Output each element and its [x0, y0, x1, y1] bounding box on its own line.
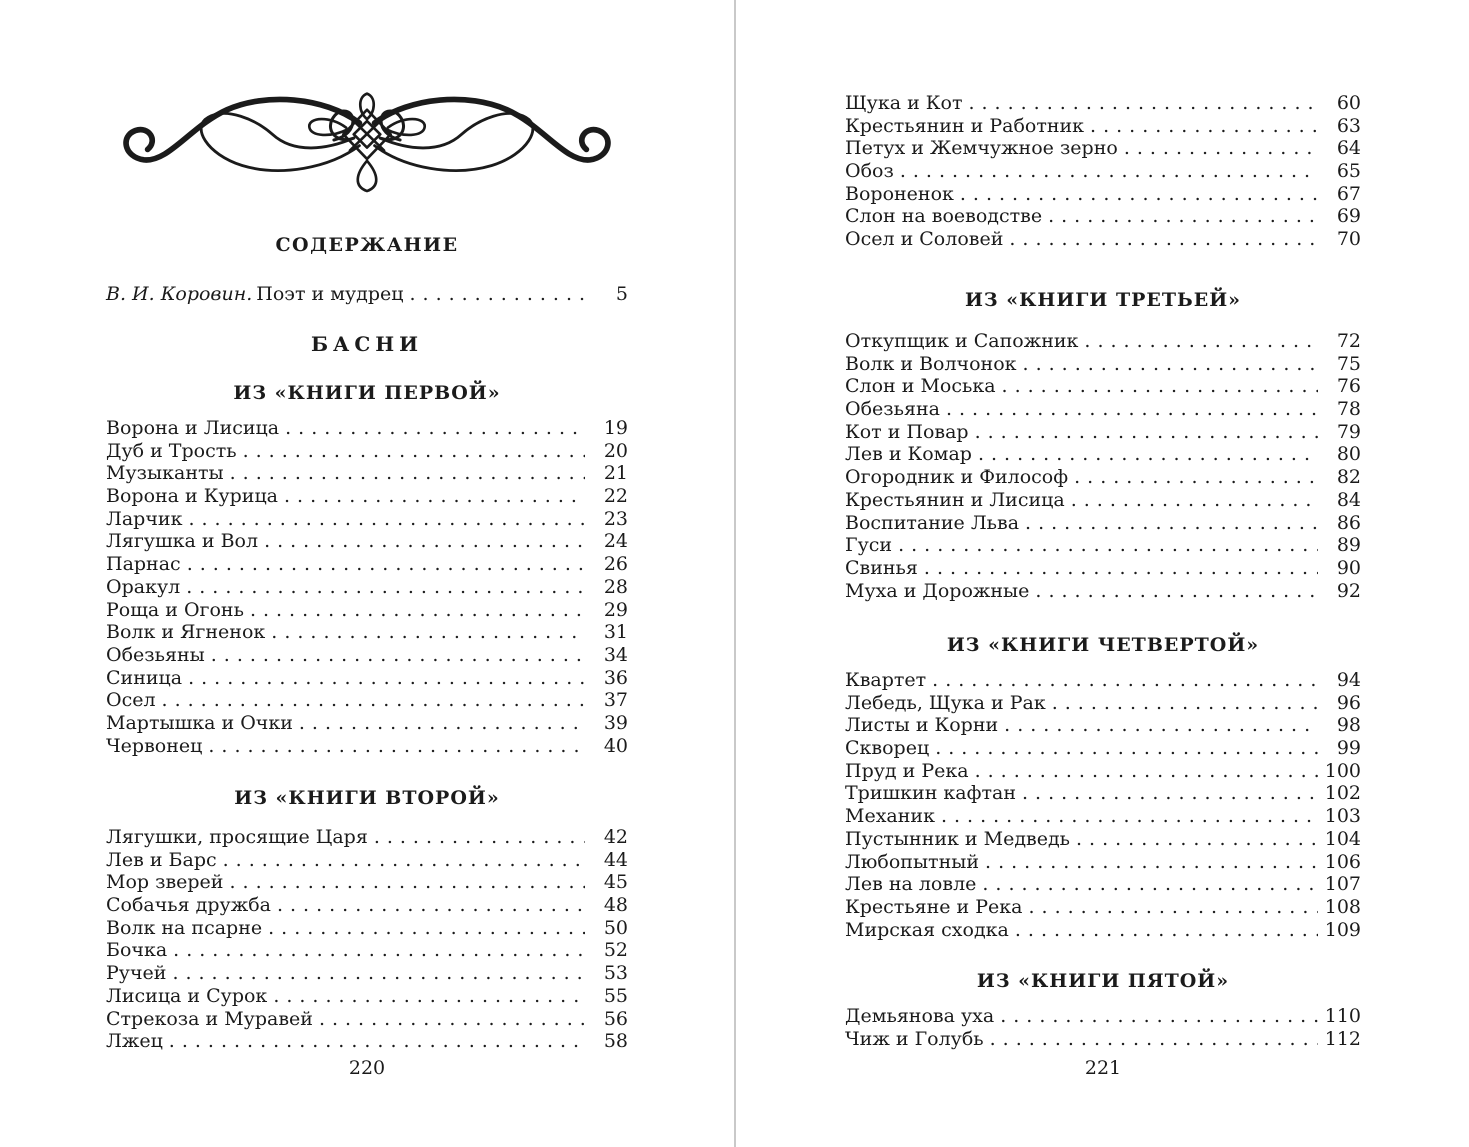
- toc-entry: [106, 962, 628, 985]
- toc-page-number: 90: [1336, 556, 1361, 579]
- toc-list-book-four: [845, 669, 1361, 941]
- toc-entry-title: Ларчик: [106, 507, 183, 530]
- toc-entry-title: Слон на воеводстве: [845, 205, 1043, 228]
- dot-leader: [243, 440, 585, 463]
- dot-leader: [898, 534, 1318, 557]
- dot-leader: [264, 530, 585, 553]
- toc-entry-title: Листы и Корни: [845, 714, 999, 737]
- toc-entry: [845, 1005, 1361, 1028]
- toc-page-number: 44: [603, 848, 628, 871]
- dot-leader: [1052, 692, 1318, 715]
- dot-leader: [268, 917, 585, 940]
- dot-leader: [1076, 828, 1318, 851]
- toc-entry: [845, 782, 1361, 805]
- book-page-right: [845, 0, 1361, 1147]
- toc-entry-title: Лев на ловле: [845, 873, 977, 896]
- dot-leader: [941, 805, 1318, 828]
- toc-page-number: 39: [603, 711, 628, 734]
- toc-page-number: 89: [1336, 534, 1361, 557]
- dot-leader: [188, 508, 585, 531]
- toc-entry: [845, 466, 1361, 489]
- dot-leader: [1000, 1005, 1318, 1028]
- toc-page-number: 37: [603, 689, 628, 712]
- toc-entry: [845, 183, 1361, 206]
- toc-entry-title: Ручей: [106, 962, 167, 985]
- dot-leader: [1048, 205, 1318, 228]
- contents-title: СОДЕРЖАНИЕ: [275, 234, 459, 256]
- toc-entry-title: Мирская сходка: [845, 918, 1009, 941]
- toc-entry-title: Петух и Жемчужное зерно: [845, 137, 1118, 160]
- dot-leader: [935, 737, 1318, 760]
- toc-page-number: 60: [1336, 92, 1361, 114]
- toc-entry-title: Обезьяны: [106, 643, 205, 666]
- dot-leader: [1124, 137, 1318, 160]
- toc-entry-title: Квартет: [845, 669, 927, 691]
- dot-leader: [230, 462, 585, 485]
- toc-entry: [106, 871, 628, 894]
- toc-entry-title: Музыканты: [106, 462, 224, 485]
- toc-entry-title: Лисица и Сурок: [106, 984, 268, 1007]
- toc-entry: [106, 1030, 628, 1053]
- toc-entry: [845, 330, 1361, 353]
- toc-page-number: 79: [1336, 420, 1361, 443]
- dot-leader: [319, 1008, 585, 1031]
- toc-entry: [106, 485, 628, 508]
- toc-list-book-one: [106, 417, 628, 757]
- toc-page-number: 20: [603, 439, 628, 462]
- toc-entry: [845, 421, 1361, 444]
- toc-page-number: 42: [603, 826, 628, 848]
- toc-entry-author: В. И. Коровин.: [106, 283, 253, 305]
- toc-entry: [845, 669, 1361, 692]
- dot-leader: [1090, 115, 1318, 138]
- dot-leader: [985, 851, 1318, 874]
- toc-page-number: 107: [1324, 873, 1361, 896]
- toc-entry-title: Обоз: [845, 160, 894, 183]
- toc-page-number: 36: [603, 666, 628, 689]
- section-heading-book-one: ИЗ «КНИГИ ПЕРВОЙ»: [233, 382, 501, 404]
- toc-entry-title: Крестьяне и Река: [845, 895, 1023, 918]
- toc-entry-title: Пустынник и Медведь: [845, 827, 1071, 850]
- toc-entry-title: Лягушки, просящие Царя: [106, 826, 368, 848]
- toc-entry-title: Тришкин кафтан: [845, 782, 1016, 805]
- toc-entry-title: Собачья дружба: [106, 894, 271, 917]
- folio-right: 221: [1084, 1057, 1122, 1079]
- toc-page-number: 99: [1336, 737, 1361, 760]
- toc-entry: [845, 828, 1361, 851]
- dot-leader: [374, 826, 585, 849]
- toc-entry-title: Ворона и Курица: [106, 485, 278, 508]
- dot-leader: [284, 485, 585, 508]
- part-title: БАСНИ: [310, 332, 424, 356]
- toc-entry-title: Откупщик и Сапожник: [845, 330, 1079, 352]
- toc-entry-title: Огородник и Философ: [845, 466, 1069, 489]
- dot-leader: [173, 939, 585, 962]
- toc-entry: [106, 644, 628, 667]
- toc-page-number: 86: [1336, 511, 1361, 534]
- dot-leader: [975, 760, 1318, 783]
- toc-entry-title: Лев и Барс: [106, 848, 217, 871]
- toc-page-number: 70: [1336, 228, 1361, 251]
- toc-entry: [845, 896, 1361, 919]
- dot-leader: [975, 421, 1318, 444]
- dot-leader: [1071, 489, 1318, 512]
- toc-entry-title: Лягушка и Вол: [106, 530, 259, 553]
- toc-page-number: 63: [1336, 114, 1361, 137]
- toc-page-number: 23: [603, 507, 628, 530]
- toc-page-number: 110: [1324, 1005, 1361, 1027]
- dot-leader: [186, 576, 585, 599]
- toc-entry: [106, 712, 628, 735]
- toc-entry-title: Обезьяна: [845, 398, 940, 421]
- dot-leader: [172, 962, 585, 985]
- toc-page-number: 55: [603, 984, 628, 1007]
- toc-entry-title: Оракул: [106, 575, 181, 598]
- toc-entry: [845, 512, 1361, 535]
- toc-page-number: 64: [1336, 137, 1361, 160]
- toc-list-book-two: [106, 826, 628, 1053]
- toc-entry-title: Лебедь, Щука и Рак: [845, 691, 1046, 714]
- toc-entry-title: Роща и Огонь: [106, 598, 244, 621]
- dot-leader: [1004, 714, 1318, 737]
- toc-page-number: 22: [603, 485, 628, 508]
- toc-entry: [845, 228, 1361, 251]
- toc-page-number: 45: [603, 871, 628, 894]
- toc-entry-title: Лев и Комар: [845, 443, 972, 466]
- toc-entry-title: Стрекоза и Муравей: [106, 1007, 313, 1030]
- toc-entry-title: Ворона и Лисица: [106, 417, 280, 439]
- dot-leader: [1009, 228, 1318, 251]
- toc-page-number: 106: [1324, 850, 1361, 873]
- toc-entry-title: В. И. Коровин. Поэт и мудрец: [106, 283, 404, 305]
- dot-leader: [946, 398, 1318, 421]
- toc-page-number: 102: [1324, 782, 1361, 805]
- dot-leader: [978, 443, 1318, 466]
- toc-entry: [106, 826, 628, 849]
- page-gutter-divider: [734, 0, 736, 1147]
- toc-entry-title: Синица: [106, 666, 183, 689]
- toc-entry: [845, 1028, 1361, 1051]
- toc-entry-title: Свинья: [845, 556, 918, 579]
- toc-page-number: 50: [603, 916, 628, 939]
- toc-entry: [845, 534, 1361, 557]
- toc-entry: [106, 462, 628, 485]
- toc-entry-title: Щука и Кот: [845, 92, 963, 114]
- toc-entry-title: Мартышка и Очки: [106, 711, 293, 734]
- dot-leader: [285, 417, 585, 440]
- toc-page-number: 56: [603, 1007, 628, 1030]
- dot-leader: [1028, 896, 1318, 919]
- toc-entry-title: Механик: [845, 805, 935, 828]
- dot-leader: [250, 599, 585, 622]
- toc-entry: [106, 667, 628, 690]
- toc-entry: [845, 353, 1361, 376]
- toc-entry: [106, 440, 628, 463]
- toc-entry: [845, 489, 1361, 512]
- toc-entry: [845, 805, 1361, 828]
- toc-list-book-five: [845, 1005, 1361, 1050]
- toc-page-number: 84: [1336, 488, 1361, 511]
- book-page-left: [106, 0, 628, 1147]
- toc-list-book-two-continued: [845, 92, 1361, 251]
- toc-entry: [845, 851, 1361, 874]
- toc-entry: [106, 917, 628, 940]
- toc-entry: [845, 398, 1361, 421]
- toc-entry: [845, 919, 1361, 942]
- dot-leader: [208, 735, 585, 758]
- toc-entry: [106, 1008, 628, 1031]
- dot-leader: [990, 1028, 1318, 1051]
- toc-entry: [106, 599, 628, 622]
- dot-leader: [273, 985, 585, 1008]
- toc-page-number: 92: [1336, 579, 1361, 602]
- toc-entry: [845, 557, 1361, 580]
- toc-entry: [106, 508, 628, 531]
- dot-leader: [188, 667, 585, 690]
- toc-page-number: 58: [603, 1030, 628, 1053]
- toc-page-number: 69: [1336, 205, 1361, 228]
- toc-entry-title: Демьянова уха: [845, 1005, 995, 1027]
- toc-page-number: 19: [603, 417, 628, 439]
- toc-page-number: 72: [1336, 330, 1361, 352]
- toc-entry: [845, 160, 1361, 183]
- dot-leader: [982, 873, 1318, 896]
- toc-entry-title: Лжец: [106, 1030, 163, 1053]
- toc-entry: [106, 939, 628, 962]
- toc-entry-title: Чиж и Голубь: [845, 1027, 984, 1050]
- dot-leader: [1015, 919, 1318, 942]
- toc-page-number: 104: [1324, 827, 1361, 850]
- dot-leader: [1023, 353, 1318, 376]
- toc-entry: [106, 417, 628, 440]
- toc-entry-title: Крестьянин и Лисица: [845, 488, 1065, 511]
- toc-page-number: 26: [603, 553, 628, 576]
- toc-page-number: 94: [1336, 669, 1361, 691]
- toc-entry: [845, 714, 1361, 737]
- toc-entry-title: Волк и Ягненок: [106, 621, 266, 644]
- dot-leader: [229, 871, 585, 894]
- toc-page-number: 31: [603, 621, 628, 644]
- toc-entry-title: Слон и Моська: [845, 375, 996, 398]
- toc-page-number: 40: [603, 734, 628, 757]
- toc-page-number: 108: [1324, 895, 1361, 918]
- toc-entry-intro: [106, 283, 628, 306]
- toc-entry-title: Дуб и Трость: [106, 439, 237, 462]
- dot-leader: [1035, 580, 1318, 603]
- toc-entry-title: Любопытный: [845, 850, 980, 873]
- dot-leader: [1074, 466, 1318, 489]
- toc-page-number: 100: [1324, 759, 1361, 782]
- dot-leader: [1084, 330, 1318, 353]
- toc-entry-title: Муха и Дорожные: [845, 579, 1030, 602]
- dot-leader: [211, 644, 585, 667]
- toc-page-number: 78: [1336, 398, 1361, 421]
- toc-entry: [845, 580, 1361, 603]
- toc-entry-title: Пруд и Река: [845, 759, 969, 782]
- toc-entry-title: Парнас: [106, 553, 181, 576]
- toc-entry-title: Осел и Соловей: [845, 228, 1004, 251]
- toc-entry-title: Осел: [106, 689, 156, 712]
- toc-page-number: 80: [1336, 443, 1361, 466]
- toc-entry: [106, 689, 628, 712]
- toc-page-number: 98: [1336, 714, 1361, 737]
- toc-entry: [845, 375, 1361, 398]
- dot-leader: [924, 557, 1318, 580]
- section-heading-book-three: ИЗ «КНИГИ ТРЕТЬЕЙ»: [964, 289, 1242, 311]
- toc-entry-title: Червонец: [106, 734, 203, 757]
- toc-page-number: 24: [603, 530, 628, 553]
- dot-leader: [900, 160, 1318, 183]
- dot-leader: [162, 689, 585, 712]
- section-heading-book-four: ИЗ «КНИГИ ЧЕТВЕРТОЙ»: [946, 634, 1260, 656]
- toc-entry: [106, 553, 628, 576]
- toc-entry-title: Кот и Повар: [845, 420, 969, 443]
- folio-left: 220: [348, 1057, 386, 1079]
- dot-leader: [409, 283, 585, 306]
- toc-page-number: 53: [603, 962, 628, 985]
- toc-entry: [106, 576, 628, 599]
- toc-entry-title: Мор зверей: [106, 871, 224, 894]
- toc-entry: [845, 205, 1361, 228]
- dot-leader: [187, 553, 585, 576]
- toc-entry: [106, 530, 628, 553]
- toc-page-number: 65: [1336, 160, 1361, 183]
- toc-entry: [845, 873, 1361, 896]
- toc-page-number: 67: [1336, 182, 1361, 205]
- toc-entry: [106, 735, 628, 758]
- dot-leader: [932, 669, 1318, 692]
- dot-leader: [169, 1030, 585, 1053]
- toc-page-number: 5: [615, 283, 628, 305]
- toc-page-number: 48: [603, 894, 628, 917]
- dot-leader: [1025, 512, 1318, 535]
- flourish-ornament-icon: [106, 84, 628, 196]
- toc-entry: [845, 92, 1361, 115]
- toc-entry: [106, 849, 628, 872]
- toc-entry: [845, 692, 1361, 715]
- toc-page-number: 29: [603, 598, 628, 621]
- dot-leader: [277, 894, 585, 917]
- toc-entry: [845, 443, 1361, 466]
- toc-page-number: 28: [603, 575, 628, 598]
- toc-entry: [106, 621, 628, 644]
- toc-entry-title: Волк и Волчонок: [845, 352, 1017, 375]
- toc-page-number: 112: [1324, 1027, 1361, 1050]
- dot-leader: [1002, 375, 1318, 398]
- toc-entry-title: Воспитание Льва: [845, 511, 1020, 534]
- toc-entry-title: Гуси: [845, 534, 893, 557]
- toc-entry: [845, 137, 1361, 160]
- toc-page-number: 82: [1336, 466, 1361, 489]
- dot-leader: [223, 849, 585, 872]
- toc-entry-title: Крестьянин и Работник: [845, 114, 1085, 137]
- dot-leader: [968, 92, 1318, 115]
- toc-list-book-three: [845, 330, 1361, 602]
- toc-entry-title: Бочка: [106, 939, 168, 962]
- toc-page-number: 96: [1336, 691, 1361, 714]
- toc-entry: [106, 985, 628, 1008]
- toc-entry: [845, 115, 1361, 138]
- toc-entry: [845, 760, 1361, 783]
- toc-entry: [106, 894, 628, 917]
- toc-page-number: 109: [1324, 918, 1361, 941]
- toc-page-number: 103: [1324, 805, 1361, 828]
- dot-leader: [960, 183, 1318, 206]
- toc-page-number: 21: [603, 462, 628, 485]
- dot-leader: [299, 712, 585, 735]
- toc-entry-title: Скворец: [845, 737, 930, 760]
- dot-leader: [1022, 782, 1318, 805]
- toc-page-number: 76: [1336, 375, 1361, 398]
- toc-page-number: 75: [1336, 352, 1361, 375]
- toc-page-number: 34: [603, 643, 628, 666]
- toc-page-number: 52: [603, 939, 628, 962]
- dot-leader: [271, 621, 585, 644]
- toc-entry: [845, 737, 1361, 760]
- section-heading-book-two: ИЗ «КНИГИ ВТОРОЙ»: [234, 787, 500, 809]
- toc-entry-title: Волк на псарне: [106, 916, 263, 939]
- section-heading-book-five: ИЗ «КНИГИ ПЯТОЙ»: [976, 970, 1230, 992]
- toc-entry-title: Вороненок: [845, 182, 954, 205]
